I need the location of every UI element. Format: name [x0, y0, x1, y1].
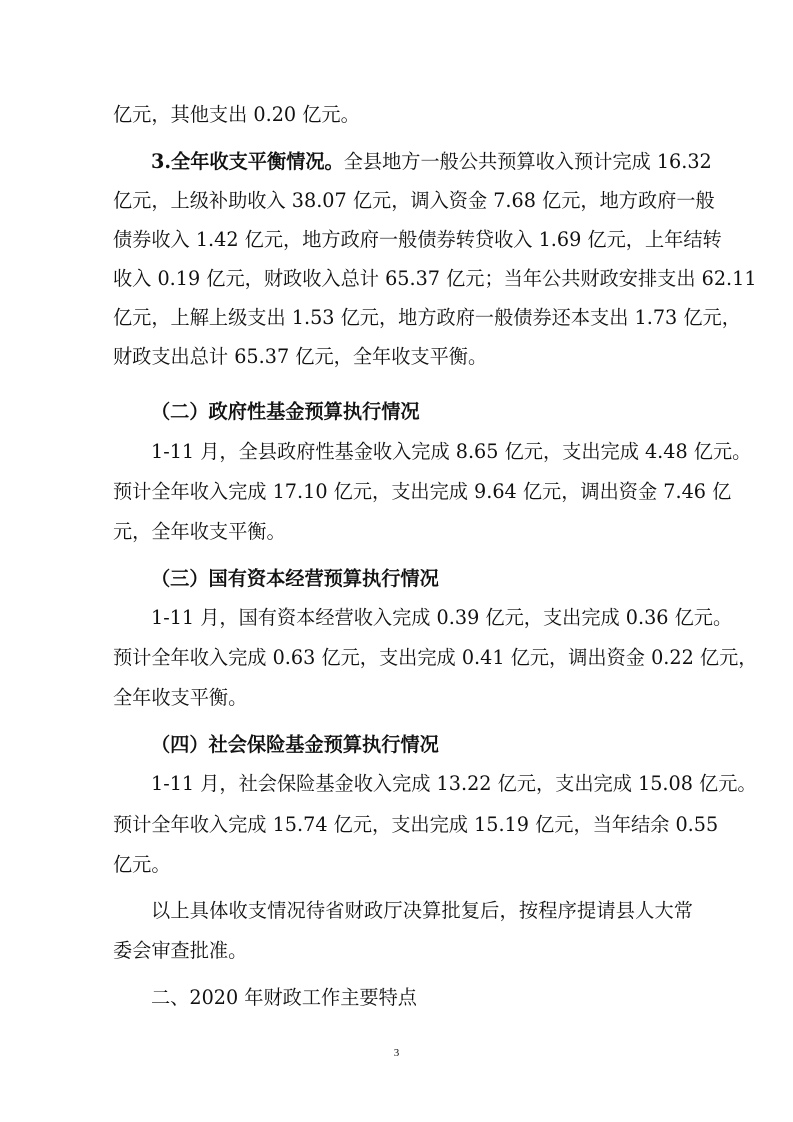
section-heading-inline: 3.全年收支平衡情况。 [151, 150, 344, 173]
section-heading: （四）社会保险基金预算执行情况 [151, 733, 439, 756]
text-line: 预计全年收入完成 0.63 亿元，支出完成 0.41 亿元，调出资金 0.22 亿元， [113, 646, 758, 669]
text-line: 以上具体收支情况待省财政厅决算批复后，按程序提请县人大常 [151, 899, 693, 922]
chapter-heading: 二、2020 年财政工作主要特点 [151, 986, 417, 1009]
text-line: 预计全年收入完成 15.74 亿元，支出完成 15.19 亿元，当年结余 0.55 [113, 813, 719, 836]
text-line: 预计全年收入完成 17.10 亿元，支出完成 9.64 亿元，调出资金 7.46 亿 [113, 480, 732, 503]
text-span: 全县地方一般公共预算收入预计完成 16.32 [343, 150, 712, 173]
text-line: 亿元。 [113, 853, 171, 876]
text-line: 亿元，其他支出 0.20 亿元。 [113, 103, 360, 126]
text-line: 1-11 月，国有资本经营收入完成 0.39 亿元，支出完成 0.36 亿元。 [151, 606, 733, 629]
text-line: 收入 0.19 亿元，财政收入总计 65.37 亿元；当年公共财政安排支出 62.11 [113, 267, 757, 290]
text-line: 1-11 月，全县政府性基金收入完成 8.65 亿元，支出完成 4.48 亿元。 [151, 440, 752, 463]
text-line: 元，全年收支平衡。 [113, 520, 286, 543]
text-line: 亿元，上级补助收入 38.07 亿元，调入资金 7.68 亿元，地方政府一般 [113, 189, 715, 212]
section-heading: （二）政府性基金预算执行情况 [151, 400, 420, 423]
section-heading: （三）国有资本经营预算执行情况 [151, 567, 439, 590]
text-line: 亿元，上解上级支出 1.53 亿元，地方政府一般债券还本支出 1.73 亿元， [113, 306, 741, 329]
text-line: 委会审查批准。 [113, 939, 248, 962]
text-line: 债券收入 1.42 亿元，地方政府一般债券转贷收入 1.69 亿元，上年结转 [113, 228, 722, 251]
page-number: 3 [393, 1047, 400, 1059]
text-line: 1-11 月，社会保险基金收入完成 13.22 亿元，支出完成 15.08 亿元。 [151, 772, 757, 795]
text-line: 财政支出总计 65.37 亿元，全年收支平衡。 [113, 345, 488, 368]
paragraph-first-line [151, 150, 712, 174]
text-line: 全年收支平衡。 [113, 686, 248, 709]
